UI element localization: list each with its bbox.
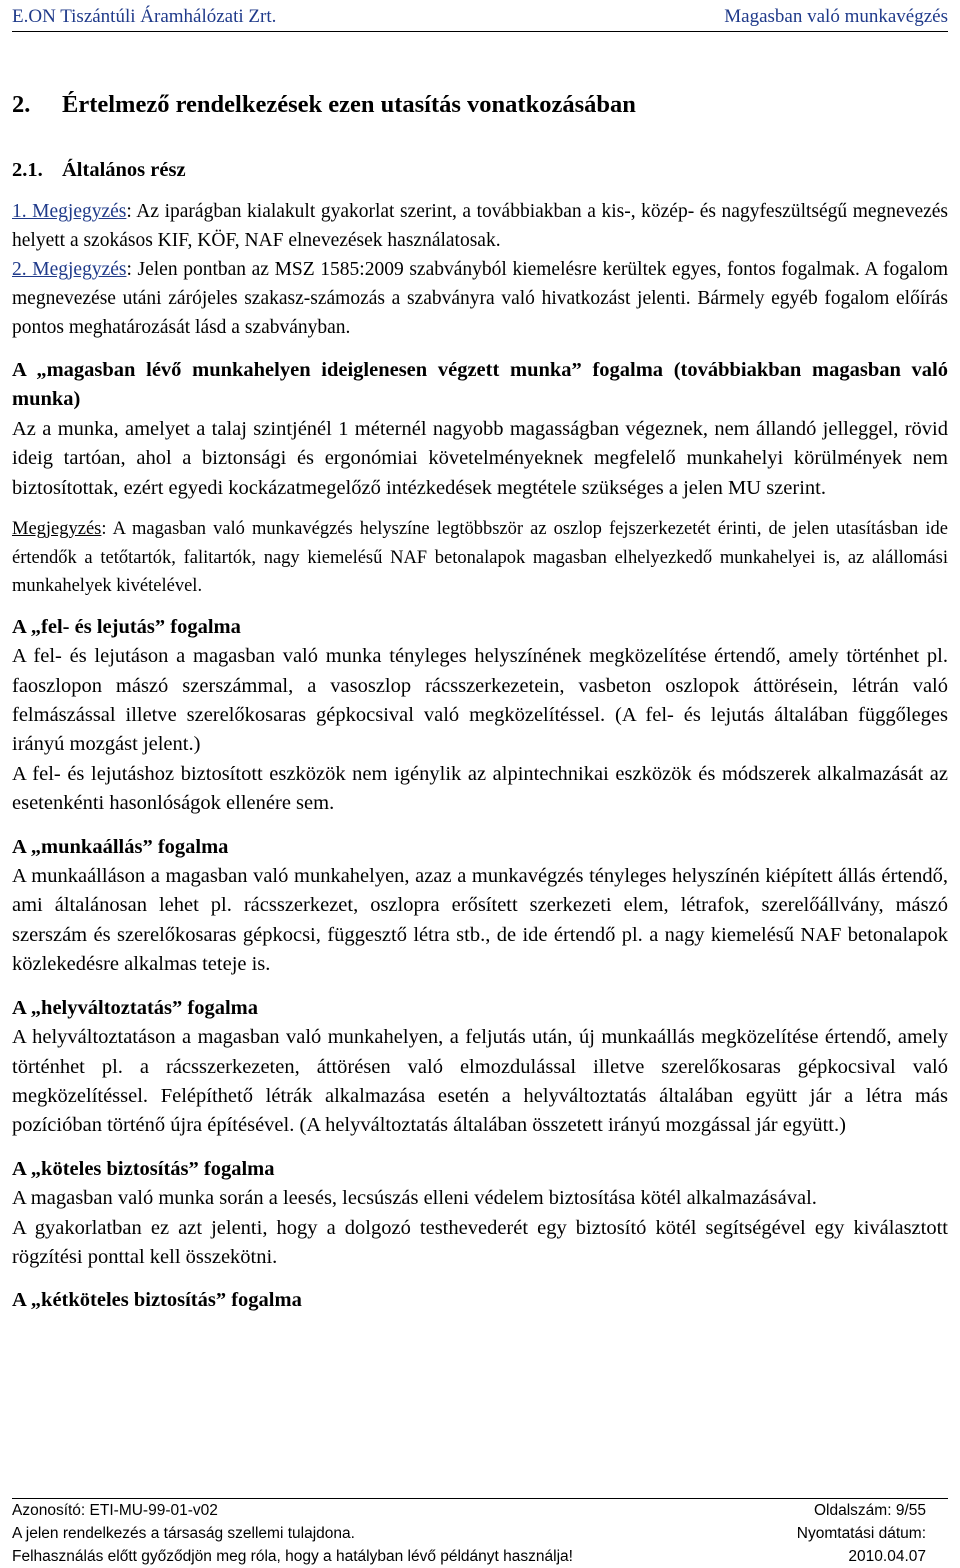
definition-heading: A „magasban lévő munkahelyen ideiglenesen végzett munka” fogalma (továbbiakban magasban való munka) — [12, 359, 948, 411]
definition-paragraph: A fel- és lejutáson a magasban való munka tényleges helyszínének megközelítése értendő, amely történhet pl. faoszlopon mászó szerszámmal, a vasoszlop rácsszerkezetein, vasbeton oszlopok áttörésein, létrán való felmászással illetve szerelőkosaras gépkocsival való megközelítéssel. (A fel- és lejutás általában függőleges irányú mozgást jelent.) — [12, 645, 948, 756]
definition-heading: A „munkaállás” fogalma — [12, 835, 229, 858]
print-date-label: Nyomtatási dátum: — [796, 1525, 926, 1542]
definition-helyvaltoztatas — [12, 994, 948, 1141]
definition-paragraph: A helyváltoztatáson a magasban való munkahelyen, a feljutás után, új munkaállás megközelítése értendő, amely történhet pl. a rácsszerkezeten, áttörésen való elmozdulással illetve szerelőkosaras gépkocsival való megközelítéssel. Felépíthető létrák alkalmazása esetén a helyváltoztatás általában együtt jár a létra más pozícióban történő újra építésével. (A helyváltoztatás általában összetett irányú mozgással jár együtt.) — [12, 1026, 948, 1137]
note-2-text: : Jelen pontban az MSZ 1585:2009 szabványból kiemelésre kerültek egyes, fontos fogalmak. A fogalom megnevezése utáni zárójeles szakasz-számozás a szabványra való hivatkozást jelenti. Bármely egyéb fogalom előírás pontos meghatározását lásd a szabványban. — [12, 259, 948, 338]
definition-heading: A „fel- és lejutás” fogalma — [12, 615, 241, 638]
definition-paragraph: A gyakorlatban ez azt jelenti, hogy a dolgozó testhevederét egy biztosító kötél segítségével egy kiválasztott rögzítési ponttal kell összekötni. — [12, 1216, 948, 1268]
subsection-number: 2.1. — [12, 159, 43, 181]
definition-koteles — [12, 1155, 948, 1273]
subsection-title: Általános rész — [62, 159, 186, 181]
definition-paragraph: A munkaálláson a magasban való munkahelyen, azaz a munkavégzés tényleges helyszínén kiépített állás értendő, ami általánosan lehet pl. rácsszerkezet, oszlopra erősített szerkezeti elem, létrafok, szerelőállvány, mászó szerszám és szerelőkosaras gépkocsi, függesztő létra stb., de ide értendő pl. a nagy kiemelésű NAF betonalapok közlekedésre alkalmas teteje is. — [12, 865, 948, 976]
section-heading — [12, 88, 948, 122]
ownership-notice: A jelen rendelkezés a társaság szellemi tulajdona. — [12, 1525, 355, 1542]
document-body — [12, 88, 948, 1316]
definition-munkaallas — [12, 833, 948, 980]
definition-paragraph: A magasban való munka során a leesés, lecsúszás elleni védelem biztosítása kötél alkalmazásával. — [12, 1187, 817, 1210]
definition-paragraph: Az a munka, amelyet a talaj szintjénél 1 méternél nagyobb magasságban végeznek, nem állandó jelleggel, rövid ideig tartóan, ahol a biztonsági és ergonómiai követelményeknek megfelelő munkahelyi körülmények nem biztosítottak, ezért egyedi kockázatmegelőző intézkedések megtétele szükséges a jelen MU szerint. — [12, 417, 948, 499]
note-1-text: : Az iparágban kialakult gyakorlat szerint, a továbbiakban a kis-, közép- és nagyfeszültségű megnevezés helyett a szokásos KIF, KÖF, NAF elnevezések használatosak. — [12, 201, 949, 251]
definition-heading: A „helyváltoztatás” fogalma — [12, 996, 258, 1019]
note-2-prefix: 2. Megjegyzés — [12, 259, 127, 280]
print-date: 2010.04.07 — [848, 1548, 926, 1565]
definition-paragraph: A fel- és lejutáshoz biztosított eszközök nem igénylik az alpintechnikai eszközök és módszerek alkalmazását az esetenkénti hasonlóságok ellenére sem. — [12, 762, 948, 815]
definition-ketkoteles — [12, 1286, 948, 1315]
company-name: E.ON Tiszántúli Áramhálózati Zrt. — [12, 6, 277, 27]
mid-note-text: : A magasban való munkavégzés helyszíne legtöbbször az oszlop fejszerkezetét érinti, de jelen utasításban ide értendők a tetőtartók, falitartók, nagy kiemelésű NAF betonalapok magasban elhelyezkedő munkahelyei is, az alállomási munkahelyek kivételével. — [12, 519, 948, 597]
note-1 — [12, 197, 948, 255]
definition-magasban — [12, 356, 948, 503]
note-1-prefix: 1. Megjegyzés — [12, 201, 127, 222]
mid-note — [12, 515, 948, 601]
document-title: Magasban való munkavégzés — [724, 6, 948, 27]
section-number: 2. — [12, 91, 31, 118]
page-footer — [12, 1498, 948, 1568]
mid-note-prefix: Megjegyzés — [12, 519, 102, 540]
definition-heading: A „kétköteles biztosítás” fogalma — [12, 1289, 302, 1312]
validity-warning: Felhasználás előtt győződjön meg róla, hogy a hatályban lévő példányt használja! — [12, 1548, 573, 1565]
definition-heading: A „köteles biztosítás” fogalma — [12, 1157, 275, 1180]
note-2 — [12, 255, 948, 342]
page-number: Oldalszám: 9/55 — [814, 1502, 926, 1519]
page-header — [12, 6, 948, 32]
subsection-heading — [12, 155, 948, 185]
definition-fel-le — [12, 613, 948, 819]
document-id: Azonosító: ETI-MU-99-01-v02 — [12, 1502, 218, 1519]
section-title: Értelmező rendelkezések ezen utasítás vonatkozásában — [62, 91, 636, 118]
